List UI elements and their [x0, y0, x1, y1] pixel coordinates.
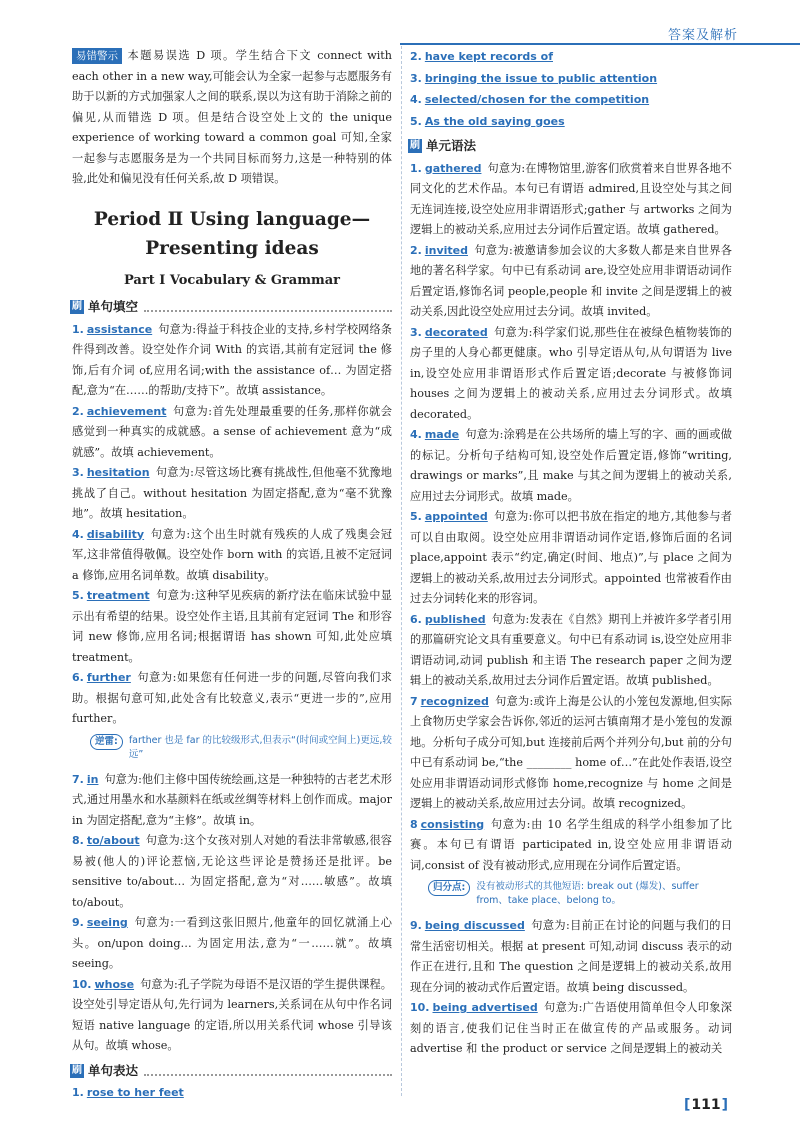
item-answer: whose	[94, 977, 135, 991]
item-answer: have kept records of	[424, 50, 553, 63]
item-answer: rose to her feet	[86, 1086, 184, 1099]
item-answer: disability	[86, 527, 145, 541]
item-number: 3.	[410, 71, 422, 85]
item-number: 4.	[72, 527, 84, 541]
express-list-right	[410, 47, 732, 132]
item-text: 句意为:科学家们说,那些住在被绿色植物装饰的房子里的人身心都更健康。who 引导定语从句,从句谓语为 live in,设空处应用非谓语形式作后置定语;decorate 与被修饰词 houses 之间为逻辑上的被动关系,应用过去分词形式。故填 decorated。	[410, 325, 732, 421]
item-number: 2.	[410, 243, 422, 257]
item-text: 句意为:这种罕见疾病的新疗法在临床试验中显示出有希望的结果。设空处作主语,且其前有定冠词 The 和形容词 new 修饰,应用名词;根据谓语 has shown 可知,此处应填 treatment。	[72, 589, 392, 664]
item-number: 3.	[410, 325, 422, 339]
list-item	[72, 913, 392, 975]
section-title: 单元语法	[426, 138, 477, 153]
express-list-left	[72, 1083, 392, 1104]
period-title-line1: Period Ⅱ Using language—	[93, 208, 371, 230]
item-number: 2.	[410, 50, 422, 63]
item-number: 9.	[72, 916, 84, 929]
item-text: 句意为:这个出生时就有残疾的人成了残奥会冠军,这非常值得敬佩。设空处作 born with 的宾语,且被不定冠词 a 修饰,应用名词单数。故填 disability。	[72, 527, 392, 582]
list-item	[72, 402, 392, 464]
list-item	[410, 241, 732, 323]
page-header	[0, 0, 800, 44]
list-item	[410, 90, 732, 111]
item-answer: treatment	[86, 589, 150, 602]
item-text: 句意为:在博物馆里,游客们欣赏着来自世界各地不同文化的艺术作品。本句已有谓语 admired,且设空处与其之间无连词连接,设空处应用非谓语形式;gather 与 artworks 之间为逻辑上的被动关系,应用过去分词作后置定语。故填 gathered。	[410, 161, 732, 236]
item-answer: to/about	[86, 834, 140, 847]
item-answer: seeing	[86, 916, 128, 929]
list-item	[72, 831, 392, 913]
item-answer: assistance	[86, 322, 153, 336]
item-answer: being discussed	[424, 919, 525, 932]
item-text: 句意为:涂鸦是在公共场所的墙上写的字、画的画或做的标记。分析句子结构可知,设空处作后置定语,修饰“writing, drawings or marks”,且 make 与其之间为逻辑上的被动关系,应用过去分词形式。故填 made。	[410, 428, 732, 503]
item-text: 句意为:如果您有任何进一步的问题,尽管向我们求助。根据句意可知,此处含有比较意义,表示“更进一步的”,应用 further。	[72, 671, 392, 725]
item-answer: recognized	[420, 694, 489, 708]
section-header-express	[70, 1061, 392, 1082]
item-number: 4.	[410, 428, 422, 441]
list-item	[72, 668, 392, 730]
list-item	[72, 770, 392, 832]
item-answer: achievement	[86, 404, 167, 418]
item-number: 10.	[72, 977, 92, 991]
item-answer: being advertised	[432, 1001, 538, 1014]
list-item	[72, 1083, 392, 1104]
list-item	[410, 916, 732, 998]
item-number: 1.	[72, 322, 84, 336]
grammar-list	[410, 159, 732, 1060]
list-item	[410, 507, 732, 610]
item-answer: further	[86, 671, 131, 684]
item-number: 5.	[72, 589, 84, 602]
column-divider	[401, 46, 402, 1096]
brush-icon: 刷	[72, 301, 82, 313]
item-number: 7	[410, 694, 418, 708]
item-text: 句意为:广告语使用简单但令人印象深刻的语言,使我们记住当时正在做宣传的产品或服务。动词 advertise 和 the product or service 之间是逻辑上的被动关	[410, 1001, 732, 1055]
section-title: 单句填空	[88, 299, 139, 314]
item-text: 句意为:尽管这场比赛有挑战性,但他毫不犹豫地挑战了自己。without hesitation 为固定搭配,意为“毫不犹豫地”。故填 hesitation。	[72, 466, 392, 520]
header-title: 答案及解析	[667, 28, 738, 43]
item-answer: consisting	[420, 817, 485, 831]
warning-text: 本题易误选 D 项。学生结合下文 connect with each other in a new way,可能会认为全家一起参与志愿服务有助于以新的方式加强家人之间的联系,误以为这有助于消除之前的偏见,从而错选 D 项。但是结合设空处上文的 the unique experience of working toward a common goal 可知,全家一起参与志愿服务是为一个共同目标而努力,这是一种特别的体验,此处和偏见没有任何关系,故 D 项错误。	[72, 49, 392, 185]
item-text: 句意为:得益于科技企业的支持,乡村学校网络条件得到改善。设空处作介词 With 的宾语,其前有定冠词 the 修饰,后有介词 of,应用名词;with the assistance of… 为固定搭配,意为“在……的帮助/支持下”。故填 assistance。	[72, 322, 392, 397]
list-item	[72, 586, 392, 668]
item-answer: in	[86, 772, 99, 786]
list-item	[410, 69, 732, 90]
brush-icon: 刷	[72, 1064, 82, 1076]
item-text: 句意为:一看到这张旧照片,他童年的回忆就涌上心头。on/upon doing… 为固定用法,意为“一……就”。故填 seeing。	[72, 916, 392, 970]
item-text: 句意为:孔子学院为母语不是汉语的学生提供课程。设空处引导定语从句,先行词为 learners,关系词在从句中作名词短语 native language 的定语,所以用关系代词 whose 引导该从句。故填 whose。	[72, 977, 392, 1052]
section-header-grammar	[408, 136, 732, 157]
fill-list	[72, 320, 392, 1057]
item-number: 5.	[410, 510, 422, 523]
item-text: 句意为:首先处理最重要的任务,那样你就会感觉到一种真实的成就感。a sense of achievement 意为“成就感”。故填 achievement。	[72, 404, 392, 459]
period-title-line2: Presenting ideas	[145, 237, 319, 259]
item-number: 8	[410, 817, 418, 831]
item-answer: hesitation	[86, 466, 150, 479]
list-item	[72, 975, 392, 1057]
tip-tag: 逆雷:	[90, 734, 123, 750]
section-header-fill	[70, 297, 392, 318]
list-item	[410, 159, 732, 241]
item-number: 6.	[72, 671, 84, 684]
tip-text: 没有被动形式的其他短语: break out (爆发)、suffer from、take place、belong to。	[476, 881, 699, 906]
page-number: [ 111 ]	[684, 1097, 728, 1113]
item-number: 8.	[72, 834, 84, 847]
left-column	[72, 46, 392, 1105]
item-number: 10.	[410, 1001, 430, 1014]
item-number: 1.	[72, 1086, 84, 1099]
item-text: 句意为:你可以把书放在指定的地方,其他参与者可以自由取阅。设空处应用非谓语动词作定语,修饰后面的名词 place,appoint 表示“约定,确定(时间、地点)”,与 place 之间为逻辑上的被动关系,故用过去分词形式。appointed 也常被看作由过去分词转化来的形容词。	[410, 510, 732, 605]
item-answer: bringing the issue to public attention	[424, 71, 658, 85]
brush-icon: 刷	[410, 140, 420, 152]
item-answer: gathered	[424, 161, 482, 175]
dotted-rule	[144, 1066, 392, 1076]
item-number: 6.	[410, 612, 422, 626]
tip-tag: 归分点:	[428, 880, 470, 896]
right-column	[410, 46, 732, 1060]
header-rule	[400, 43, 800, 45]
list-item	[410, 610, 732, 692]
list-item	[72, 320, 392, 402]
item-text: 句意为:由 10 名学生组成的科学小组参加了比赛。本句已有谓语 participated in,设空处应用非谓语动词,consist of 没有被动形式,应用现在分词作后置定语。	[410, 817, 732, 872]
item-number: 9.	[410, 919, 422, 932]
tip-further	[90, 734, 392, 762]
list-item	[410, 815, 732, 877]
item-text: 句意为:发表在《自然》期刊上并被许多学者引用的那篇研究论文具有重要意义。句中已有系动词 is,设空处应用非谓语动词,动词 publish 和主语 The research paper 之间为逻辑上的被动关系,故用过去分词作后置定语。故填 published。	[410, 612, 732, 687]
item-answer: appointed	[424, 510, 488, 523]
item-text: 句意为:被邀请参加会议的大多数人都是来自世界各地的著名科学家。句中已有系动词 are,设空处应用非谓语动词作后置定语,修饰名词 people,people 和 invite 之间是逻辑上的被动关系,因此设空处应用过去分词。故填 invited。	[410, 243, 732, 318]
list-item	[410, 323, 732, 426]
item-text: 句意为:目前正在讨论的问题与我们的日常生活密切相关。根据 at present 可知,动词 discuss 表示的动作正在进行,且和 The question 之间是逻辑上的被动关系,故用现在分词的被动式作后置定语。故填 being discussed。	[410, 919, 732, 994]
dotted-rule	[144, 302, 392, 312]
item-number: 3.	[72, 466, 84, 479]
error-warning	[72, 46, 392, 190]
warning-tag: 易错警示	[72, 48, 122, 64]
item-answer: decorated	[424, 325, 488, 339]
item-answer: As the old saying goes	[424, 114, 565, 128]
item-number: 7.	[72, 772, 84, 786]
tip-consisting	[428, 880, 732, 908]
item-answer: made	[424, 428, 460, 441]
part-title: Part Ⅰ Vocabulary & Grammar	[124, 272, 340, 288]
list-item	[410, 112, 732, 133]
item-number: 5.	[410, 114, 422, 128]
item-text: 句意为:这个女孩对别人对她的看法非常敏感,很容易被(他人的)评论惹恼,无论这些评论是赞扬还是批评。be sensitive to/about… 为固定搭配,意为“对……敏感”。故填 to/about。	[72, 834, 392, 909]
item-text: 句意为:他们主修中国传统绘画,这是一种独特的古老艺术形式,通过用墨水和水基颜料在纸或丝绸等材料上创作而成。major in 为固定搭配,意为“主修”。故填 in。	[72, 772, 392, 827]
item-answer: published	[424, 612, 486, 626]
item-answer: invited	[424, 243, 468, 257]
tip-text: farther 也是 far 的比较级形式,但表示“(时间或空间上)更远,较远”	[128, 734, 392, 760]
list-item	[72, 463, 392, 525]
list-item	[410, 425, 732, 507]
list-item	[410, 692, 732, 815]
section-title: 单句表达	[88, 1062, 139, 1078]
list-item	[410, 47, 732, 68]
list-item	[410, 998, 732, 1060]
list-item	[72, 525, 392, 587]
period-title	[72, 205, 392, 263]
item-answer: selected/chosen for the competition	[424, 93, 650, 106]
item-text: 句意为:或许上海是公认的小笼包发源地,但实际上食物历史学家会告诉你,邻近的运河古镇南翔才是小笼包的发源地。分析句子成分可知,but 连接前后两个并列分句,but 前的分句中已有系动词 be,“the ________ home of…”在此处作表语,设空处应用非谓语动词形式修饰 home,recognize 与 home 之间是逻辑上的被动关系,故应用过去分词。故填 recognized。	[410, 694, 732, 810]
item-number: 1.	[410, 161, 422, 175]
item-number: 4.	[410, 93, 422, 106]
item-number: 2.	[72, 404, 84, 418]
